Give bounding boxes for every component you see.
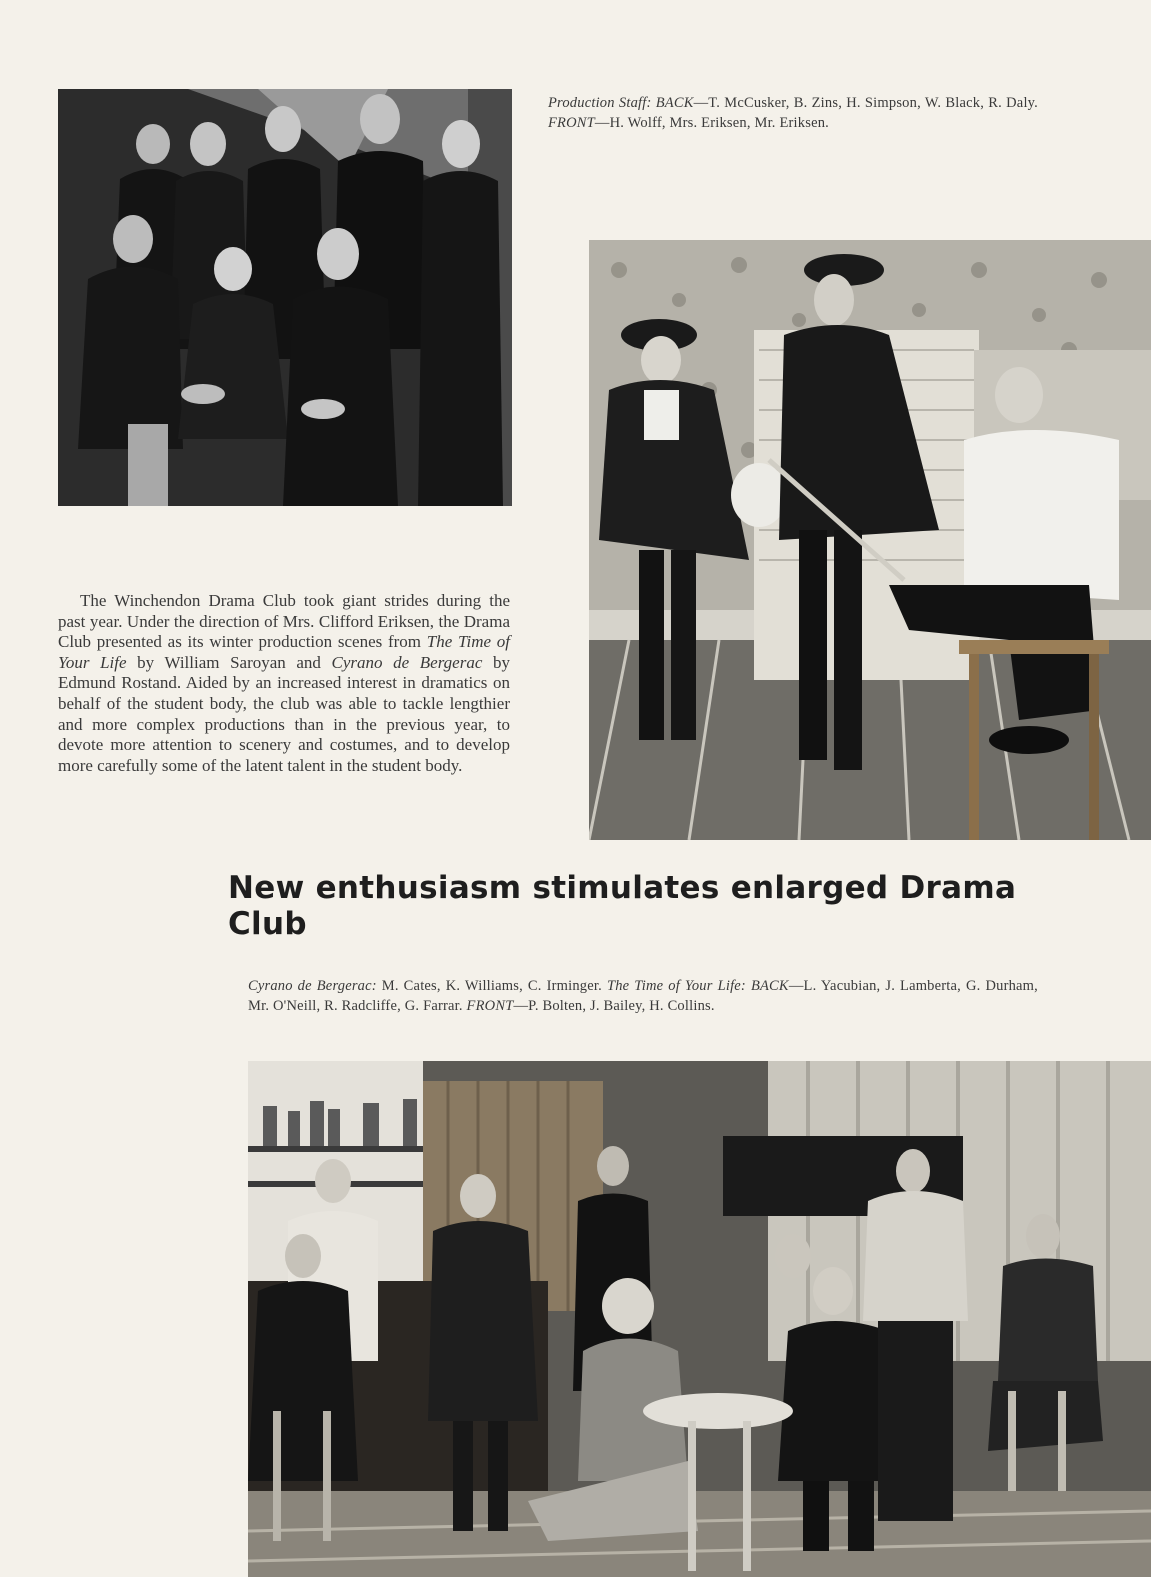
caption-staff-label: Production Staff: BACK	[548, 95, 694, 111]
body-title-cyrano: Cyrano de Bergerac	[331, 652, 483, 672]
production-staff-photo	[58, 89, 512, 506]
body-part-3: by Edmund Rostand. Aided by an increased interest in dramatics on behalf of the student body, the club was able to tackle lengthier and more complex productions than in the previous year, to devote more attention to scenery and costumes, and to develop more carefully some of the latent talent in the student body.	[58, 652, 511, 775]
caption-staff-back-names: —T. McCusker, B. Zins, H. Simpson, W. Black, R. Daly.	[693, 95, 1038, 111]
caption-time-label: The Time of Your Life: BACK	[606, 978, 789, 994]
body-title-time-of-your-life: The Time of Your Life	[58, 632, 510, 672]
production-staff-caption	[548, 93, 1038, 133]
caption-cyrano-label: Cyrano de Bergerac:	[248, 978, 377, 994]
time-of-your-life-scene-photo	[248, 1061, 1151, 1577]
caption-cast-front-names: —P. Bolten, J. Bailey, H. Collins.	[513, 998, 715, 1014]
cast-caption	[248, 976, 1038, 1016]
caption-cast-front-label: FRONT	[466, 998, 514, 1014]
body-paragraph	[58, 591, 510, 776]
caption-cast-back-names: —L. Yacubian, J. Lamberta, G. Durham, Mr. O'Neill, R. Radcliffe, G. Farrar.	[248, 978, 1038, 1014]
cyrano-scene-photo	[589, 240, 1151, 840]
caption-cyrano-names: M. Cates, K. Williams, C. Irminger.	[376, 978, 607, 994]
page-headline: New enthusiasm stimulates enlarged Drama Club	[228, 870, 1017, 942]
body-part-2: by William Saroyan and	[126, 652, 332, 672]
caption-staff-front-label: FRONT	[548, 115, 595, 131]
caption-staff-front-names: —H. Wolff, Mrs. Eriksen, Mr. Eriksen.	[594, 115, 829, 131]
body-part-1: The Winchendon Drama Club took giant strides during the past year. Under the direction of Mrs. Clifford Eriksen, the Drama Club presented as its winter production scenes from	[58, 591, 510, 652]
